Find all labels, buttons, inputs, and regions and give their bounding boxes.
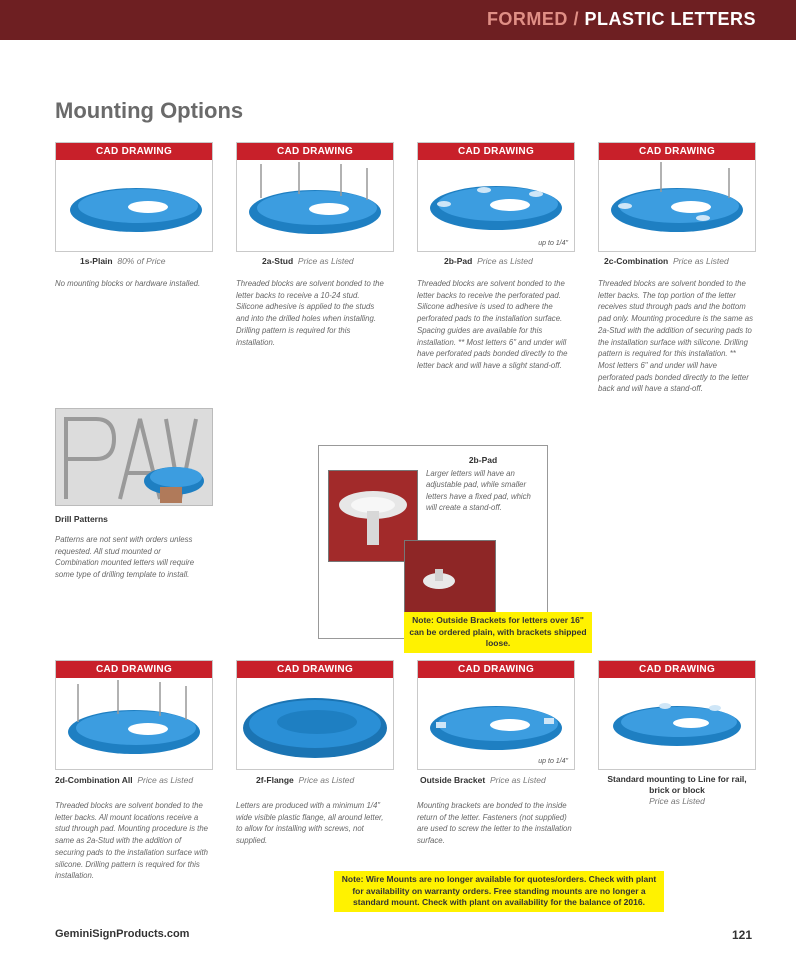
cad-card-2f-flange — [236, 660, 394, 770]
page-number: 121 — [732, 928, 753, 942]
drill-patterns-title: Drill Patterns — [55, 514, 108, 524]
mount-price: Price as Listed — [672, 256, 729, 266]
letter-drawing-combination-all — [56, 678, 212, 768]
caption-1s-plain — [80, 256, 166, 266]
caption-standard-mounting — [600, 774, 754, 807]
mount-name: 1s-Plain — [80, 256, 113, 266]
cad-label: CAD DRAWING — [418, 143, 574, 160]
letter-drawing-combination — [599, 160, 755, 250]
cad-label: CAD DRAWING — [56, 143, 212, 160]
mount-name: 2b-Pad — [444, 256, 473, 266]
cad-card-2b-pad — [417, 142, 575, 252]
cad-label: CAD DRAWING — [237, 661, 393, 678]
cad-card-2d-combination-all — [55, 660, 213, 770]
desc-outside-bracket: Mounting brackets are bonded to the inside return of the letter. Fasteners (not supplied) are used to screw the letter to the installation surface. — [417, 801, 572, 846]
note-outside-brackets: Note: Outside Brackets for letters over 16" can be ordered plain, with brackets shipped loose. — [404, 612, 592, 653]
pad-box-desc: Larger letters will have an adjustable pad, while smaller letters have a fixed pad, which will create a stand-off. — [426, 469, 531, 512]
mount-price: Price as Listed — [298, 775, 355, 785]
header-bar — [0, 0, 796, 40]
mount-name: 2a-Stud — [262, 256, 294, 266]
mount-name: Outside Bracket — [420, 775, 486, 785]
pad-box-title: 2b-Pad — [468, 455, 498, 465]
dimension-label: up to 1/4" — [538, 758, 568, 765]
header-section: FORMED — [486, 9, 568, 29]
cad-label: CAD DRAWING — [599, 661, 755, 678]
footer-website: GeminiSignProducts.com — [55, 928, 190, 940]
caption-outside-bracket — [420, 775, 546, 785]
mount-name: 2f-Flange — [256, 775, 294, 785]
mount-price: 80% of Price — [117, 256, 166, 266]
drill-patterns-desc: Patterns are not sent with orders unless requested. All stud mounted or Combination mounted letters will require some type of drilling template to install. — [55, 535, 195, 580]
letter-drawing-stud — [237, 160, 393, 250]
page-title: Mounting Options — [55, 98, 244, 123]
section-header — [487, 9, 756, 30]
caption-2f-flange — [256, 775, 354, 785]
header-subsection: PLASTIC LETTERS — [584, 9, 756, 29]
desc-2a-stud: Threaded blocks are solvent bonded to the letter backs to receive a 10-24 stud. Silicone adhesive is applied to the studs and into the drilled holes when installing. Drilling pattern is required for this installation. — [236, 279, 384, 347]
cad-label: CAD DRAWING — [237, 143, 393, 160]
letter-drawing-plain — [56, 160, 212, 250]
mount-price: Price as Listed — [649, 796, 705, 806]
caption-2b-pad — [444, 256, 533, 266]
pad-photo-bottom — [404, 540, 496, 616]
note-wire-mounts: Note: Wire Mounts are no longer available for quotes/orders. Check with plant for availability on warranty orders. Free standing mounts are no longer a standard mount. Check with plant on availability for the balance of 2016. — [334, 871, 664, 912]
mount-name: 2d-Combination All — [55, 775, 133, 785]
desc-1s-plain: No mounting blocks or hardware installed. — [55, 279, 201, 288]
mount-name: Standard mounting to Line for rail, brick or block — [607, 774, 747, 795]
cad-label: CAD DRAWING — [599, 143, 755, 160]
cad-card-1s-plain — [55, 142, 213, 252]
desc-2b-pad: Threaded blocks are solvent bonded to the letter backs to receive the perforated pad. Silicone adhesive is used to adhere the perforated pads to the installation surface. Spacing guides are available for this installation. ** Most letters 6" and under will have perforated pads bonded directly to the letter back and will have a slight stand-off. — [417, 279, 568, 370]
letter-drawing-pad — [418, 160, 574, 250]
cad-label: CAD DRAWING — [56, 661, 212, 678]
mount-name: 2c-Combination — [604, 256, 669, 266]
header-separator: / — [573, 9, 579, 29]
cad-card-outside-bracket — [417, 660, 575, 770]
mount-price: Price as Listed — [137, 775, 194, 785]
letter-drawing-flange — [237, 678, 393, 768]
desc-2c-combination: Threaded blocks are solvent bonded to the letter backs. The top portion of the letter receives stud through pads and the bottom pad only. Mounting procedure is the same as 2a-Stud with the addition of securing pads to the installation surface with silicone. Drilling pattern is required for this installation. ** Most letters 6" and under will have perforated pads bonded directly to the letter back and will have a stand-off. — [598, 279, 754, 394]
desc-2d-combination-all: Threaded blocks are solvent bonded to the letter backs. All mount locations receive a stud through pad. Mounting procedure is the same as 2a-Stud with the addition of securing pads to the installation surface with silicone. Drilling pattern is required for this installation. — [55, 801, 209, 881]
letter-drawing-standard — [599, 678, 755, 768]
drill-pattern-photo — [55, 408, 213, 506]
caption-2c-combination — [604, 256, 729, 266]
dimension-label: up to 1/4" — [538, 240, 568, 247]
cad-label: CAD DRAWING — [418, 661, 574, 678]
mount-price: Price as Listed — [477, 256, 533, 266]
mount-price: Price as Listed — [297, 256, 354, 266]
cad-card-2a-stud — [236, 142, 394, 252]
cad-card-standard-mounting — [598, 660, 756, 770]
mount-price: Price as Listed — [489, 775, 546, 785]
cad-card-2c-combination — [598, 142, 756, 252]
desc-2f-flange: Letters are produced with a minimum 1/4" wide visible plastic flange, all around letter, to allow for installing with screws, not supplied. — [236, 801, 384, 846]
letter-drawing-outside-bracket — [418, 678, 574, 768]
caption-2a-stud — [262, 256, 354, 266]
caption-2d-combination-all — [55, 775, 193, 785]
